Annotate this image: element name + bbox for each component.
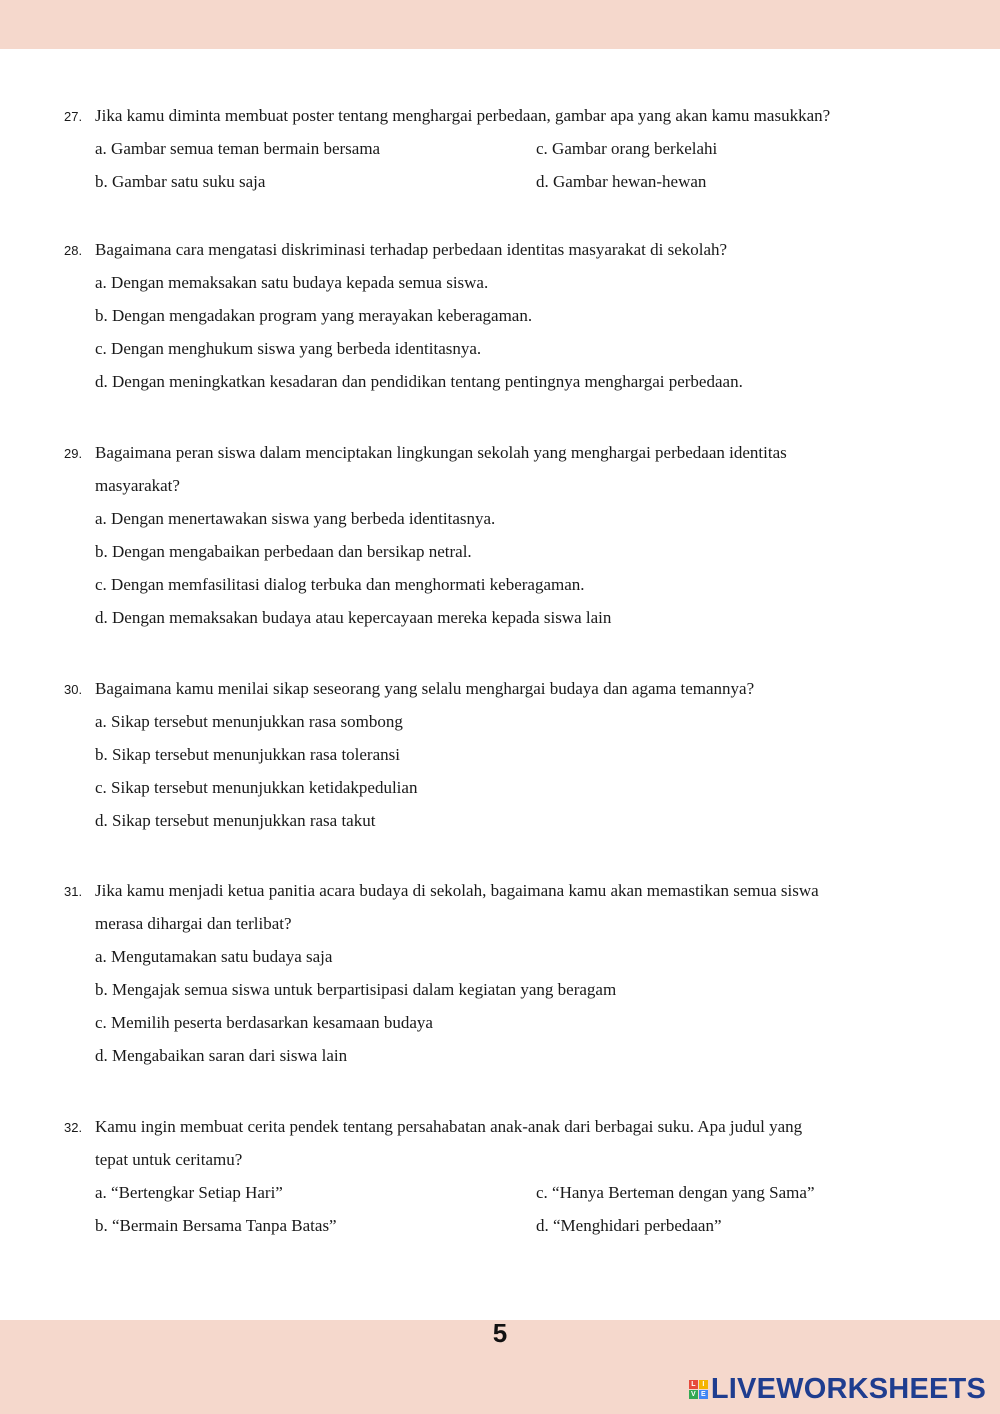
question-text-continued: tepat untuk ceritamu? xyxy=(95,1150,243,1169)
question-text-continued: masyarakat? xyxy=(95,476,180,495)
question-number: 27. xyxy=(64,109,83,124)
question-number: 28. xyxy=(64,243,83,258)
question-number: 30. xyxy=(64,682,83,697)
option-c[interactable]: c. Sikap tersebut menunjukkan ketidakpedulian xyxy=(95,778,418,797)
option-a[interactable]: a. Mengutamakan satu budaya saja xyxy=(95,947,333,966)
option-d[interactable]: d. Gambar hewan-hewan xyxy=(536,172,707,191)
option-c[interactable]: c. Dengan menghukum siswa yang berbeda identitasnya. xyxy=(95,339,482,358)
option-a[interactable]: a. Dengan menertawakan siswa yang berbeda identitasnya. xyxy=(95,509,496,528)
option-a[interactable]: a. Sikap tersebut menunjukkan rasa sombong xyxy=(95,712,403,731)
question-30 xyxy=(64,677,944,842)
option-b[interactable]: b. Dengan mengadakan program yang merayakan keberagaman. xyxy=(95,306,533,325)
question-28 xyxy=(64,238,944,403)
option-b[interactable]: b. Mengajak semua siswa untuk berpartisipasi dalam kegiatan yang beragam xyxy=(95,980,617,999)
question-text: Kamu ingin membuat cerita pendek tentang persahabatan anak-anak dari berbagai suku. Apa judul yang xyxy=(95,1117,803,1136)
option-c[interactable]: c. Gambar orang berkelahi xyxy=(536,139,718,158)
liveworksheets-logo-icon: L I V E xyxy=(689,1380,708,1399)
question-text: Bagaimana kamu menilai sikap seseorang yang selalu menghargai budaya dan agama temannya? xyxy=(95,679,755,698)
option-b[interactable]: b. Gambar satu suku saja xyxy=(95,172,266,191)
question-31 xyxy=(64,879,944,1077)
option-a[interactable]: a. Dengan memaksakan satu budaya kepada semua siswa. xyxy=(95,273,489,292)
liveworksheets-brand[interactable] xyxy=(689,1372,986,1406)
option-d[interactable]: d. “Menghidari perbedaan” xyxy=(536,1216,722,1235)
question-27 xyxy=(64,104,944,203)
option-d[interactable]: d. Mengabaikan saran dari siswa lain xyxy=(95,1046,348,1065)
option-d[interactable]: d. Dengan meningkatkan kesadaran dan pendidikan tentang pentingnya menghargai perbedaan. xyxy=(95,372,743,391)
brand-name: LIVEWORKSHEETS xyxy=(710,1372,986,1405)
question-29 xyxy=(64,441,944,639)
question-text-continued: merasa dihargai dan terlibat? xyxy=(95,914,292,933)
option-c[interactable]: c. Memilih peserta berdasarkan kesamaan budaya xyxy=(95,1013,433,1032)
question-number: 29. xyxy=(64,446,83,461)
header-band xyxy=(0,0,1000,49)
question-32 xyxy=(64,1115,944,1247)
question-text: Bagaimana peran siswa dalam menciptakan lingkungan sekolah yang menghargai perbedaan identitas xyxy=(95,443,787,462)
page-number: 5 xyxy=(492,1318,508,1348)
option-d[interactable]: d. Sikap tersebut menunjukkan rasa takut xyxy=(95,811,376,830)
option-b[interactable]: b. “Bermain Bersama Tanpa Batas” xyxy=(95,1216,337,1235)
option-a[interactable]: a. Gambar semua teman bermain bersama xyxy=(95,139,381,158)
option-c[interactable]: c. Dengan memfasilitasi dialog terbuka dan menghormati keberagaman. xyxy=(95,575,585,594)
option-a[interactable]: a. “Bertengkar Setiap Hari” xyxy=(95,1183,283,1202)
question-text: Jika kamu diminta membuat poster tentang menghargai perbedaan, gambar apa yang akan kamu masukkan? xyxy=(95,106,831,125)
option-b[interactable]: b. Dengan mengabaikan perbedaan dan bersikap netral. xyxy=(95,542,472,561)
option-c[interactable]: c. “Hanya Berteman dengan yang Sama” xyxy=(536,1183,815,1202)
question-number: 32. xyxy=(64,1120,83,1135)
question-number: 31. xyxy=(64,884,83,899)
question-text: Jika kamu menjadi ketua panitia acara budaya di sekolah, bagaimana kamu akan memastikan semua siswa xyxy=(95,881,819,900)
option-b[interactable]: b. Sikap tersebut menunjukkan rasa toleransi xyxy=(95,745,400,764)
option-d[interactable]: d. Dengan memaksakan budaya atau kepercayaan mereka kepada siswa lain xyxy=(95,608,612,627)
question-text: Bagaimana cara mengatasi diskriminasi terhadap perbedaan identitas masyarakat di sekolah? xyxy=(95,240,728,259)
